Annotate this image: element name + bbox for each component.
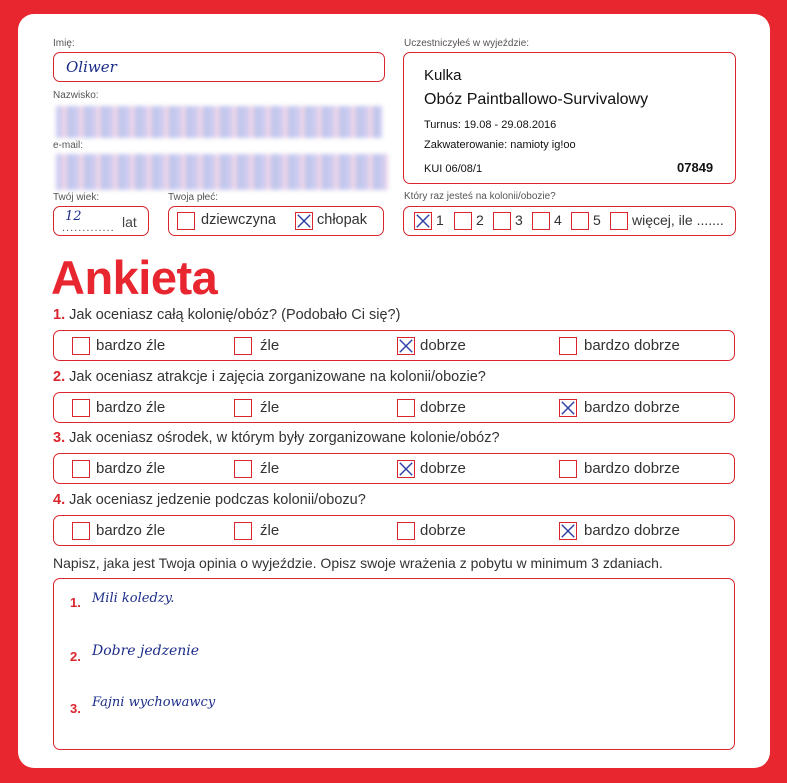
times-option-3: 3 (515, 212, 523, 228)
checkmark-x-icon (415, 213, 431, 229)
last-name-label: Nazwisko: (53, 90, 99, 101)
q2-option-3-checkbox[interactable] (397, 399, 415, 417)
q4-option-3-label: dobrze (420, 522, 466, 539)
q3-option-4-label: bardzo dobrze (584, 460, 680, 477)
opinion-line-1-number: 1. (70, 595, 81, 610)
email-label: e-mail: (53, 140, 84, 151)
q1-option-4-checkbox[interactable] (559, 337, 577, 355)
opinion-line-1-text: Mili koledzy. (92, 591, 175, 606)
checkmark-x-icon (398, 461, 414, 477)
trip-org: Kulka (424, 67, 462, 84)
times-option-5: 5 (593, 212, 601, 228)
trip-label: Uczestniczyłeś w wyjeździe: (404, 38, 530, 49)
question-4-number: 4. (53, 492, 66, 508)
q4-option-1-label: bardzo źle (96, 522, 166, 539)
age-value: 12 (65, 209, 82, 224)
q3-option-1-checkbox[interactable] (72, 460, 90, 478)
q4-option-1-checkbox[interactable] (72, 522, 90, 540)
checkmark-x-icon (398, 338, 414, 354)
question-2-answers (53, 392, 735, 423)
q2-option-1-label: bardzo źle (96, 399, 166, 416)
first-name-field[interactable] (53, 52, 385, 82)
times-option-2-checkbox[interactable] (454, 212, 472, 230)
question-2 (53, 369, 486, 385)
question-1 (53, 307, 400, 323)
checkmark-x-icon (560, 400, 576, 416)
q2-option-4-checkbox[interactable] (559, 399, 577, 417)
question-3 (53, 430, 500, 446)
q1-option-4-label: bardzo dobrze (584, 337, 680, 354)
q3-option-1-label: bardzo źle (96, 460, 166, 477)
times-option-1: 1 (436, 212, 444, 228)
q1-option-1-label: bardzo źle (96, 337, 166, 354)
question-2-text: Jak oceniasz atrakcje i zajęcia zorganizowane na kolonii/obozie? (69, 369, 486, 385)
q1-option-1-checkbox[interactable] (72, 337, 90, 355)
question-1-number: 1. (53, 307, 66, 323)
trip-info-box (403, 52, 736, 184)
q2-option-2-checkbox[interactable] (234, 399, 252, 417)
q3-option-3-label: dobrze (420, 460, 466, 477)
question-1-answers (53, 330, 735, 361)
email-redacted (56, 154, 388, 190)
opinion-textarea[interactable] (53, 578, 735, 750)
q4-option-4-checkbox[interactable] (559, 522, 577, 540)
trip-accommodation: Zakwaterowanie: namioty ig!oo (424, 139, 576, 151)
times-field (403, 206, 736, 236)
opinion-line-2-text: Dobre jedzenie (92, 643, 200, 659)
question-3-number: 3. (53, 430, 66, 446)
q3-option-4-checkbox[interactable] (559, 460, 577, 478)
q4-option-2-label: źle (260, 522, 280, 539)
times-label: Który raz jesteś na kolonii/obozie? (404, 191, 556, 202)
q1-option-3-label: dobrze (420, 337, 466, 354)
q2-option-4-label: bardzo dobrze (584, 399, 680, 416)
q2-option-2-label: źle (260, 399, 280, 416)
q1-option-2-checkbox[interactable] (234, 337, 252, 355)
times-option-more-checkbox[interactable] (610, 212, 628, 230)
q3-option-2-label: źle (260, 460, 280, 477)
q3-option-2-checkbox[interactable] (234, 460, 252, 478)
question-2-number: 2. (53, 369, 66, 385)
q1-option-2-label: źle (260, 337, 280, 354)
first-name-value: Oliwer (66, 58, 117, 76)
trip-number: 07849 (677, 160, 714, 175)
gender-girl-label: dziewczyna (201, 212, 276, 228)
times-option-3-checkbox[interactable] (493, 212, 511, 230)
trip-camp-name: Obóz Paintballowo-Survivalowy (424, 91, 649, 108)
age-unit: lat (122, 214, 137, 230)
q2-option-1-checkbox[interactable] (72, 399, 90, 417)
times-option-4: 4 (554, 212, 562, 228)
gender-boy-checkbox[interactable] (295, 212, 313, 230)
last-name-redacted (56, 106, 382, 138)
question-3-text: Jak oceniasz ośrodek, w którym były zorganizowane kolonie/obóz? (69, 430, 500, 446)
opinion-line-2-number: 2. (70, 649, 81, 664)
opinion-line-3-text: Fajni wychowawcy (92, 695, 216, 710)
times-option-more: więcej, ile ....... (632, 212, 724, 228)
q1-option-3-checkbox[interactable] (397, 337, 415, 355)
times-option-5-checkbox[interactable] (571, 212, 589, 230)
gender-girl-checkbox[interactable] (177, 212, 195, 230)
trip-turn: Turnus: 19.08 - 29.08.2016 (424, 119, 557, 131)
survey-title: Ankieta (51, 251, 218, 304)
age-field[interactable]: ............. 12 lat (53, 206, 149, 236)
first-name-label: Imię: (53, 38, 75, 49)
trip-code: KUI 06/08/1 (424, 163, 483, 175)
question-1-text: Jak oceniasz całą kolonię/obóz? (Podobało Ci się?) (69, 307, 401, 323)
gender-boy-label: chłopak (317, 212, 367, 228)
gender-field (168, 206, 384, 236)
age-label: Twój wiek: (53, 192, 100, 203)
survey-sheet (18, 14, 770, 768)
question-4-text: Jak oceniasz jedzenie podczas kolonii/obozu? (69, 492, 366, 508)
question-4-answers (53, 515, 735, 546)
times-option-4-checkbox[interactable] (532, 212, 550, 230)
question-3-answers (53, 453, 735, 484)
q2-option-3-label: dobrze (420, 399, 466, 416)
question-4 (53, 492, 366, 508)
times-option-2: 2 (476, 212, 484, 228)
opinion-prompt: Napisz, jaka jest Twoja opinia o wyjeździe. Opisz swoje wrażenia z pobytu w minimum 3 zdaniach. (53, 555, 663, 571)
q3-option-3-checkbox[interactable] (397, 460, 415, 478)
opinion-line-3-number: 3. (70, 701, 81, 716)
gender-label: Twoja płeć: (168, 192, 219, 203)
q4-option-2-checkbox[interactable] (234, 522, 252, 540)
q4-option-3-checkbox[interactable] (397, 522, 415, 540)
times-option-1-checkbox[interactable] (414, 212, 432, 230)
q4-option-4-label: bardzo dobrze (584, 522, 680, 539)
checkmark-x-icon (560, 523, 576, 539)
checkmark-x-icon (296, 213, 312, 229)
